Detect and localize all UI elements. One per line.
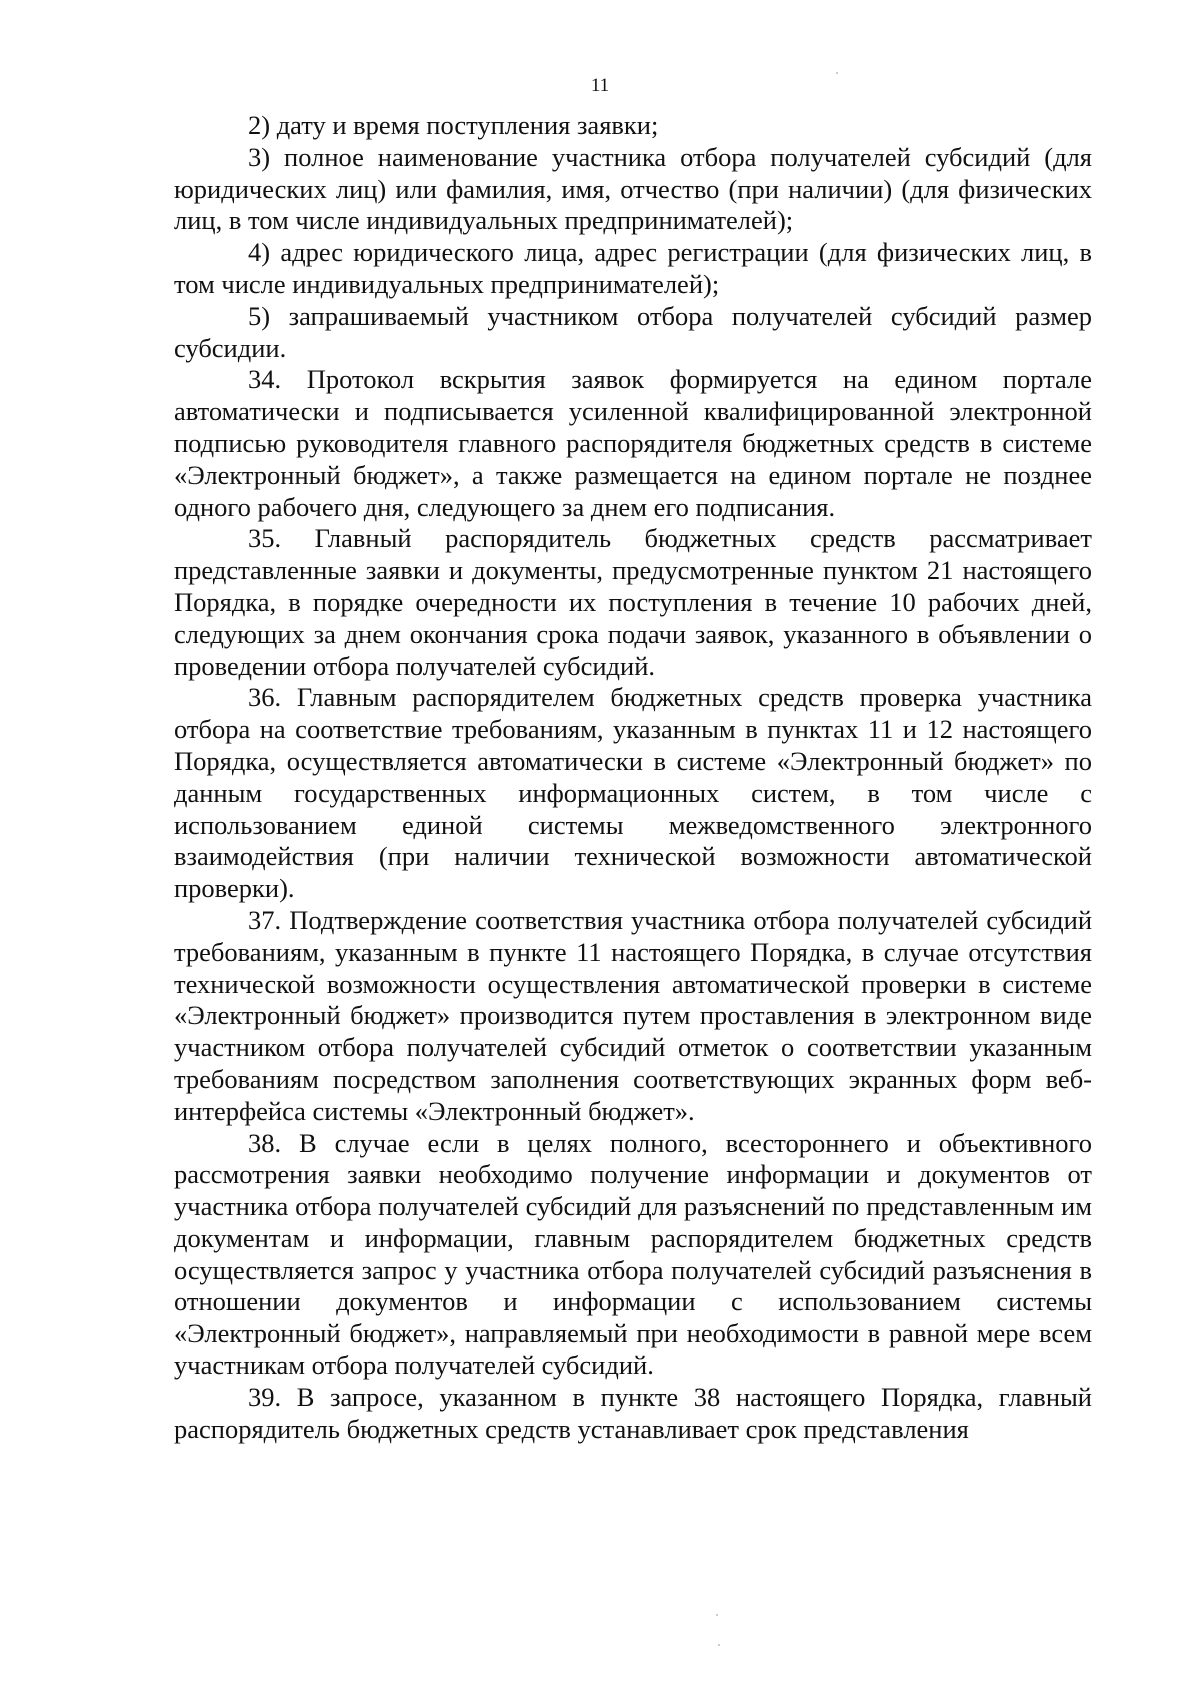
scan-speck [836, 72, 838, 74]
page-number: 11 [590, 75, 610, 96]
paragraph-item-2-date-time: 2) дату и время поступления заявки; [248, 110, 659, 140]
paragraph-clause-35: 35. Главный распорядитель бюджетных средств рассматривает представленные заявки и документы, предусмотренные пунктом 21 настоящего Порядка, в порядке очередности их поступления в течение 10 рабочих дней, следующих за днем окончания срока подачи заявок, указанного в объявлении о проведении отбора получателей субсидий. [174, 523, 1092, 681]
paragraph-item-5-subsidy-amount: 5) запрашиваемый участником отбора получателей субсидий размер субсидии. [174, 300, 1092, 363]
paragraph-clause-36: 36. Главным распорядителем бюджетных средств проверка участника отбора на соответствие требованиям, указанным в пунктах 11 и 12 настоящего Порядка, осуществляется автоматически в системе «Электронный бюджет» по данным государственных информационных систем, в том числе с использованием единой системы межведомственного электронного взаимодействия (при наличии технической возможности автоматической проверки). [174, 682, 1092, 904]
paragraph-item-3-full-name: 3) полное наименование участника отбора получателей субсидий (для юридических лиц) или фамилия, имя, отчество (при наличии) (для физических лиц, в том числе индивидуальных предпринимателей); [174, 141, 1092, 236]
document-body [174, 110, 1092, 1445]
paragraph-clause-39: 39. В запросе, указанном в пункте 38 настоящего Порядка, главный распорядитель бюджетных средств устанавливает срок представления [174, 1381, 1092, 1444]
paragraph-item-4-address: 4) адрес юридического лица, адрес регистрации (для физических лиц, в том числе индивидуальных предпринимателей); [174, 237, 1092, 299]
paragraph-clause-38: 38. В случае если в целях полного, всестороннего и объективного рассмотрения заявки необходимо получение информации и документов от участника отбора получателей субсидий для разъяснений по представленным им документам и информации, главным распорядителем бюджетных средств осуществляется запрос у участника отбора получателей субсидий разъяснения в отношении документов и информации с использованием системы «Электронный бюджет», направляемый при необходимости в равной мере всем участникам отбора получателей субсидий. [174, 1127, 1092, 1381]
scan-speck [718, 1644, 720, 1646]
paragraph-clause-34: 34. Протокол вскрытия заявок формируется на едином портале автоматически и подписывается усиленной квалифицированной электронной подписью руководителя главного распорядителя бюджетных средств в системе «Электронный бюджет», а также размещается на едином портале не позднее одного рабочего дня, следующего за днем его подписания. [174, 364, 1092, 522]
scan-speck [716, 1614, 718, 1616]
paragraph-clause-37: 37. Подтверждение соответствия участника отбора получателей субсидий требованиям, указанным в пункте 11 настоящего Порядка, в случае отсутствия технической возможности осуществления автоматической проверки в системе «Электронный бюджет» производится путем проставления в электронном виде участником отбора получателей субсидий отметок о соответствии указанным требованиям посредством заполнения соответствующих экранных форм веб-интерфейса системы «Электронный бюджет». [174, 904, 1092, 1126]
